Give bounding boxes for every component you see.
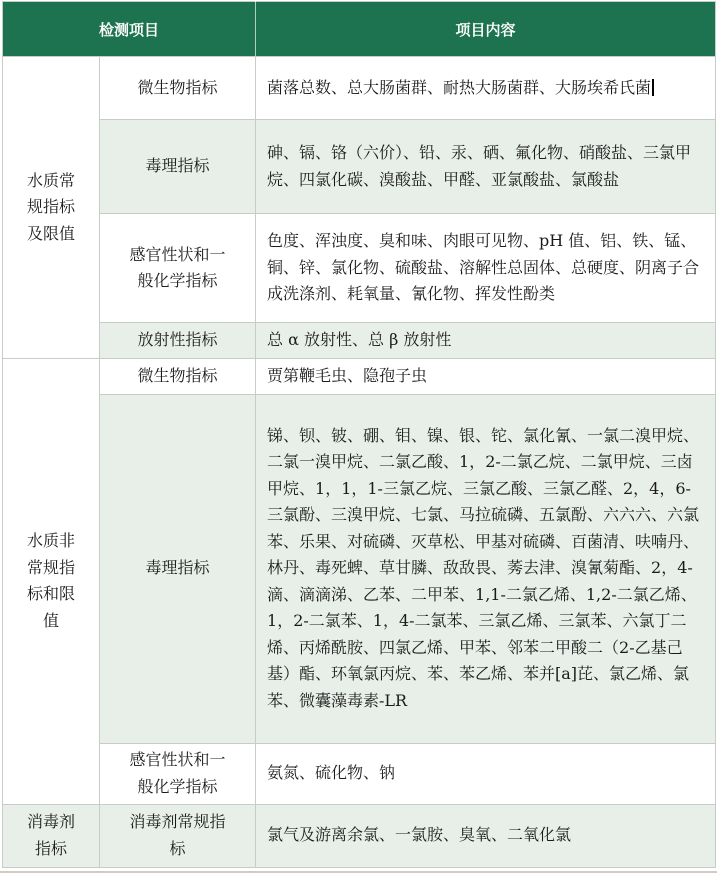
header-cell-project[interactable]: 检测项目 (3, 2, 256, 57)
content-cell-radioactive[interactable]: 总 α 放射性、总 β 放射性 (256, 323, 716, 359)
subcategory-cell-disinfectant-regular[interactable]: 消毒剂常规指标 (100, 804, 256, 867)
subcategory-cell-sensory-chemical-2[interactable]: 感官性状和一般化学指标 (100, 743, 256, 804)
table-row (3, 323, 716, 359)
table-row (3, 804, 716, 867)
subcategory-cell-radioactive[interactable]: 放射性指标 (100, 323, 256, 359)
content-cell-toxicological-2[interactable]: 锑、钡、铍、硼、钼、镍、银、铊、氯化氰、一氯二溴甲烷、二氯一溴甲烷、二氯乙酸、1，2-二氯乙烷、二氯甲烷、三卤甲烷、1，1，1-三氯乙烷、三氯乙酸、三氯乙醛、2，4，6-三氯酚、三溴甲烷、七氯、马拉硫磷、五氯酚、六六六、六氯苯、乐果、对硫磷、灭草松、甲基对硫磷、百菌清、呋喃丹、林丹、毒死蜱、草甘膦、敌敌畏、莠去津、溴氰菊酯、2，4-滴、滴滴涕、乙苯、二甲苯、1,1-二氯乙烯、1,2-二氯乙烯、1，2-二氯苯、1，4-二氯苯、三氯乙烯、三氯苯、六氯丁二烯、丙烯酰胺、四氯乙烯、甲苯、邻苯二甲酸二（2-乙基己基）酯、环氧氯丙烷、苯、苯乙烯、苯并[a]芘、氯乙烯、氯苯、微囊藻毒素-LR (256, 394, 716, 743)
table-row (3, 743, 716, 804)
subcategory-cell-microbial-2[interactable]: 微生物指标 (100, 358, 256, 394)
content-cell-microbial[interactable] (256, 57, 716, 120)
table-row (3, 214, 716, 323)
category-cell-nonregular-indicators[interactable]: 水质非常规指标和限值 (3, 358, 100, 804)
content-cell-toxicological[interactable]: 砷、镉、铬（六价）、铅、汞、硒、氟化物、硝酸盐、三氯甲烷、四氯化碳、溴酸盐、甲醛、亚氯酸盐、氯酸盐 (256, 120, 716, 214)
table-row (3, 358, 716, 394)
content-text: 菌落总数、总大肠菌群、耐热大肠菌群、大肠埃希氏菌 (267, 77, 652, 97)
table-row (3, 394, 716, 743)
header-cell-content[interactable]: 项目内容 (256, 2, 716, 57)
content-cell-sensory-chemical[interactable]: 色度、浑浊度、臭和味、肉眼可见物、pH 值、铝、铁、锰、铜、锌、氯化物、硫酸盐、溶解性总固体、总硬度、阴离子合成洗涤剂、耗氧量、氰化物、挥发性酚类 (256, 214, 716, 323)
subcategory-cell-toxicological[interactable]: 毒理指标 (100, 120, 256, 214)
category-cell-regular-indicators[interactable]: 水质常规指标及限值 (3, 57, 100, 359)
content-cell-sensory-chemical-2[interactable]: 氨氮、硫化物、钠 (256, 743, 716, 804)
table-row (3, 57, 716, 120)
content-cell-disinfectant[interactable]: 氯气及游离余氯、一氯胺、臭氧、二氧化氯 (256, 804, 716, 867)
text-cursor (652, 79, 654, 96)
subcategory-cell-sensory-chemical[interactable]: 感官性状和一般化学指标 (100, 214, 256, 323)
subcategory-cell-microbial[interactable]: 微生物指标 (100, 57, 256, 120)
document-page (0, 1, 717, 877)
table-header-row (3, 2, 716, 57)
table-row (3, 120, 716, 214)
page-divider (0, 871, 717, 873)
subcategory-cell-toxicological-2[interactable]: 毒理指标 (100, 394, 256, 743)
category-cell-disinfectant[interactable]: 消毒剂指标 (3, 804, 100, 867)
content-cell-microbial-2[interactable]: 贾第鞭毛虫、隐孢子虫 (256, 358, 716, 394)
water-quality-table (2, 1, 716, 868)
